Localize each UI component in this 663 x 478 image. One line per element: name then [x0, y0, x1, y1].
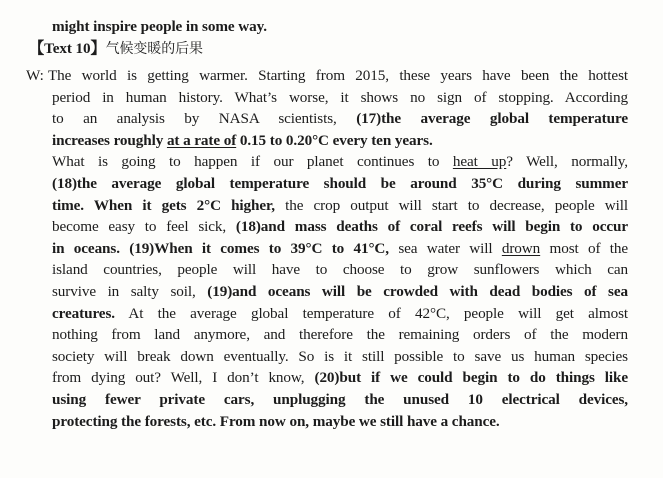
passage-line [48, 66, 628, 86]
passage-line [52, 282, 628, 302]
text-segment: from dying out? Well, I don’t know, [52, 369, 315, 387]
text-segment: ? Well, normally, [506, 153, 628, 171]
text-segment: creatures. [52, 304, 115, 322]
passage-line [52, 109, 628, 129]
text-segment: period in human history. What’s worse, it shows no sign of stopping. According [52, 88, 628, 106]
passage-line [52, 390, 628, 410]
text-segment: sea water will [389, 239, 502, 257]
text-segment: nothing from land anymore, and therefore the remaining orders of the modern [52, 326, 628, 344]
text-segment: At the average global temperature of 42°C, people will get almost [114, 304, 628, 322]
text-segment: 0.15 to 0.20°C every ten years. [236, 131, 433, 149]
text-segment: to an analysis by NASA scientists, [52, 110, 357, 128]
passage-line [52, 347, 628, 367]
text-segment: The world is getting warmer. Starting from 2015, these years have been the hottest [48, 67, 628, 84]
text-label: 【Text 10】 [29, 40, 106, 57]
passage-line [52, 412, 500, 432]
text-segment: increases roughly [52, 131, 167, 149]
text-segment: (20)but if we could begin to do things like [314, 369, 628, 387]
text-segment: time. When it gets 2°C higher, [52, 196, 275, 214]
passage-line [52, 217, 628, 237]
text-segment: using fewer private cars, unplugging the unused 10 electrical devices, [52, 391, 628, 408]
text-segment: island countries, people will have to choose to grow sunflowers which can [52, 261, 628, 279]
passage-line [52, 260, 628, 280]
text-segment: survive in salty soil, [52, 283, 208, 300]
passage-line [52, 304, 628, 324]
passage-line [52, 88, 628, 108]
passage-line [52, 174, 628, 194]
text-segment: at a rate of [166, 131, 237, 149]
passage-line [52, 325, 628, 345]
intro-line: might inspire people in some way. [52, 18, 267, 35]
text-segment: the crop output will start to decrease, people will [274, 196, 628, 214]
speaker-label: W: [26, 67, 44, 84]
passage-line [52, 368, 628, 388]
text-segment: What is going to happen if our planet continues to [52, 153, 453, 171]
text-header [29, 39, 203, 59]
text-segment: become easy to feel sick, [52, 218, 236, 236]
passage-line [52, 239, 628, 259]
passage-line [52, 196, 628, 216]
text-segment: (19)and oceans will be crowded with dead bodies of sea [207, 283, 628, 300]
text-segment: most of the [540, 239, 628, 257]
passage-line [52, 131, 433, 151]
text-segment: in oceans. (19)When it comes to 39°C to 41°C, [52, 239, 389, 257]
passage-line [52, 152, 628, 172]
text-title: 气候变暖的后果 [105, 41, 203, 57]
text-segment: (18)and mass deaths of coral reefs will begin to occur [235, 218, 628, 236]
text-segment: drown [501, 239, 541, 257]
text-segment: protecting the forests, etc. From now on, maybe we still have a chance. [52, 412, 500, 430]
text-segment: heat up [452, 153, 507, 171]
text-segment: (17)the average global temperature [356, 110, 628, 128]
text-segment: (18)the average global temperature should be around 35°C during summer [52, 175, 628, 192]
text-segment: society will break down eventually. So is it still possible to save us human species [52, 347, 628, 365]
